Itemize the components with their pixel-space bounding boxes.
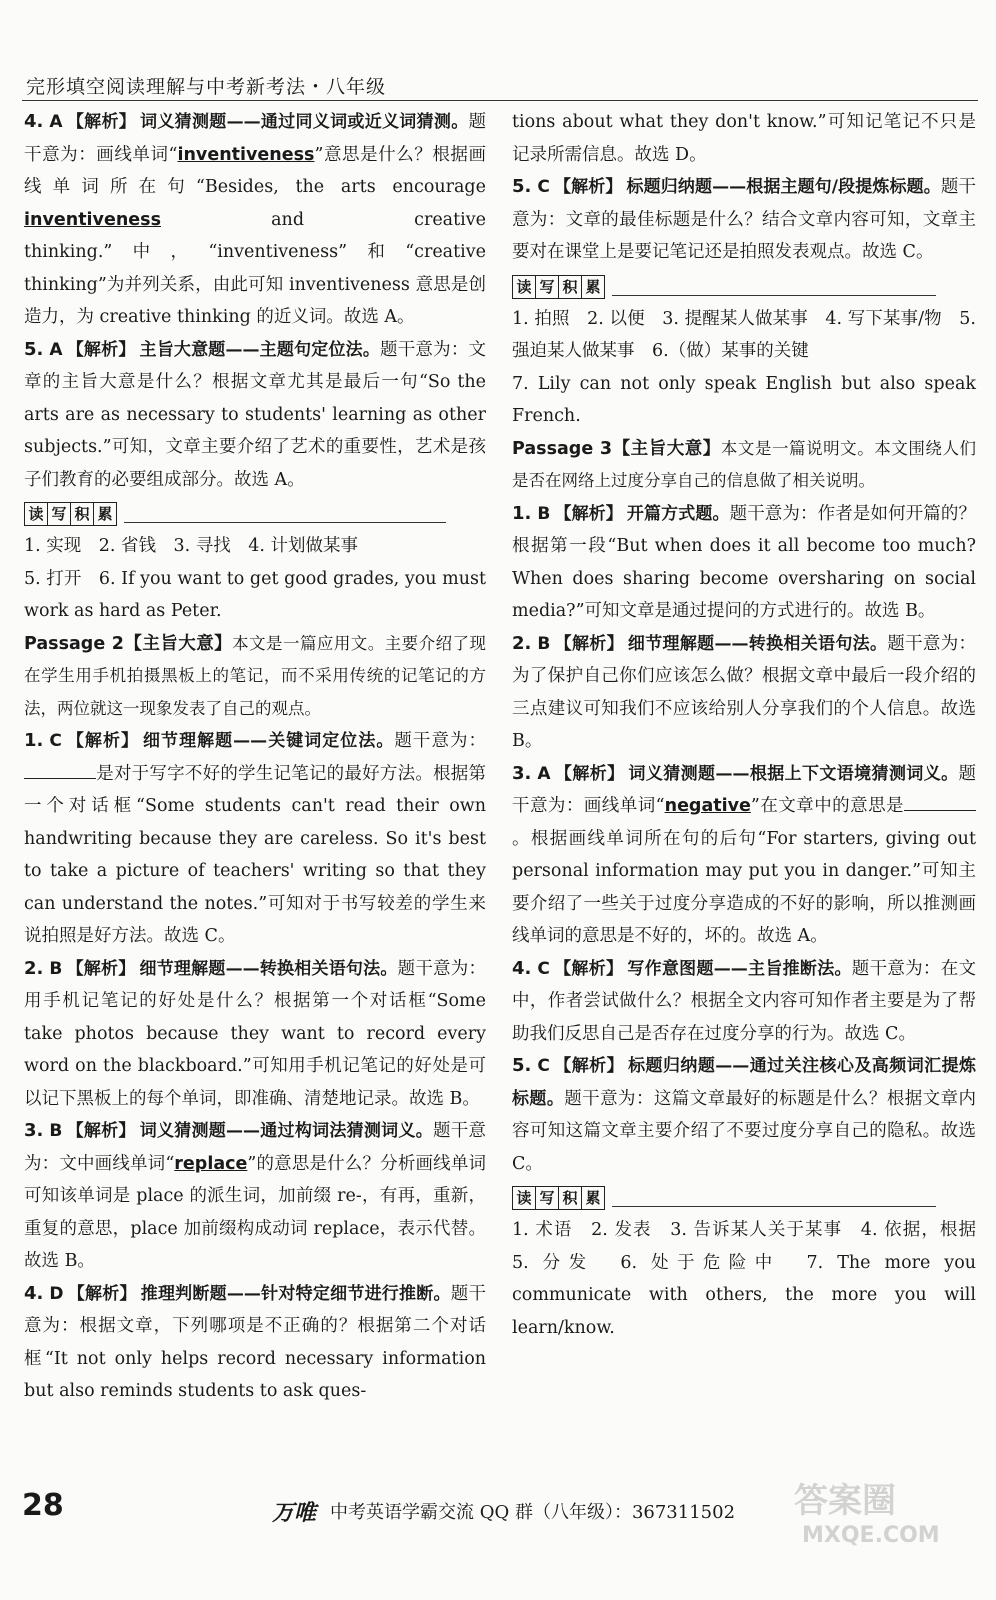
dxjl-char: 积 xyxy=(71,503,94,525)
question-number: 3. xyxy=(512,762,532,784)
analysis-text: 。根据画线单词所在句的后句“For starters, giving out personal information may put you in danger.”可知主要介绍了一些关于过度分享造成的不好的影响，所以推测画线单词的意思是不好的，坏的。故选 A。 xyxy=(512,828,976,946)
dxjl-boxes xyxy=(24,502,117,526)
dxjl-char: 读 xyxy=(513,1187,536,1209)
answer-letter: D xyxy=(49,1283,64,1304)
text-line xyxy=(512,303,976,368)
answer-letter: A xyxy=(49,112,63,132)
analysis-text: 题干意为：为了保护自己你们应该怎么做？根据文章中最后一段介绍的三点建议可知我们不应该给别人分享我们的个人信息。故选 B。 xyxy=(512,633,977,751)
section-heading-dxjl xyxy=(24,498,486,528)
analysis-text: 题干意为：文章的最佳标题是什么？结合文章内容可知，文章主要对在课堂上是要记笔记还是拍照发表观点。故选 C。 xyxy=(512,177,976,262)
answer-letter: C xyxy=(537,958,550,979)
question-number: 1. xyxy=(24,730,44,751)
answer-item xyxy=(24,953,486,1116)
dxjl-rule xyxy=(612,295,936,296)
line-text: 1. 实现 2. 省钱 3. 寻找 4. 计划做某事 xyxy=(24,536,359,556)
analysis-tag: 【解析】 xyxy=(553,1056,625,1076)
question-type: 细节理解题——关键词定位法。 xyxy=(143,731,395,751)
passage-tag: 【主旨大意】 xyxy=(123,633,233,654)
question-number: 4. xyxy=(24,111,44,132)
header-divider xyxy=(22,100,978,101)
analysis-text: 题干意为：画线单词“ xyxy=(512,763,977,816)
answer-letter: C xyxy=(49,731,62,751)
analysis-tag: 【解析】 xyxy=(66,112,137,132)
passage-summary xyxy=(512,433,976,498)
analysis-text: 题干意为：这篇文章最好的标题是什么？根据文章内容可知这篇文章主要介绍了不要过度分享自己的隐私。故选 C。 xyxy=(512,1088,977,1174)
answer-letter: B xyxy=(537,503,551,524)
question-number: 2. xyxy=(512,632,532,654)
dxjl-char: 累 xyxy=(585,1189,601,1207)
analysis-tag: 【解析】 xyxy=(67,1283,137,1304)
answer-item xyxy=(24,334,486,497)
running-header: 完形填空阅读理解与中考新考法・八年级 xyxy=(26,76,387,98)
question-type: 词义猜测题——通过同义词或近义词猜测。 xyxy=(140,112,469,132)
publisher-logo: 万唯 xyxy=(272,1501,317,1526)
answer-item xyxy=(512,498,976,628)
question-type: 标题归纳题——根据主题句/段提炼标题。 xyxy=(626,177,941,197)
dxjl-char: 写 xyxy=(536,276,559,298)
analysis-tag: 【解析】 xyxy=(554,633,624,654)
question-number: 5. xyxy=(24,338,44,360)
underlined-word: replace xyxy=(174,1153,248,1174)
line-text: 5. 打开 6. If you want to get good grades, you must work as hard as Peter. xyxy=(24,568,486,621)
analysis-text: 题干意为：画线单词“ xyxy=(24,112,487,165)
answer-letter: B xyxy=(537,633,551,654)
question-type: 细节理解题——转换相关语句法。 xyxy=(139,958,398,979)
passage-tag: 【主旨大意】 xyxy=(612,438,721,459)
section-heading-dxjl xyxy=(512,1182,976,1212)
answer-blank xyxy=(904,792,976,811)
watermark-line2: MXQE.COM xyxy=(802,1523,940,1548)
analysis-tag: 【解析】 xyxy=(65,731,140,751)
question-number: 2. xyxy=(24,957,44,979)
passage-text: 本文是一篇应用文。主要介绍了现在学生用手机拍摄黑板上的笔记，而不采用传统的记笔记的方法，两位就这一现象发表了自己的观点。 xyxy=(24,633,486,718)
passage-summary xyxy=(24,628,486,726)
text-line xyxy=(512,106,976,171)
dxjl-boxes xyxy=(512,275,605,299)
analysis-text: and creative thinking.”中，“inventiveness”和“creative thinking”为并列关系，由此可知 inventiveness 意思是创造力，为 creative thinking 的近义词。故选 A。 xyxy=(24,209,486,327)
answer-item xyxy=(24,1115,486,1278)
answer-item xyxy=(24,725,486,953)
analysis-tag: 【解析】 xyxy=(66,339,136,360)
question-type: 推理判断题——针对特定细节进行推断。 xyxy=(140,1283,451,1304)
question-type: 开篇方式题。 xyxy=(626,503,730,524)
right-column xyxy=(512,106,994,1344)
answer-letter: C xyxy=(537,1056,550,1076)
left-column xyxy=(24,106,486,1408)
question-type: 词义猜测题——通过构词法猜测词义。 xyxy=(139,1121,433,1141)
analysis-text: ”的意思是什么？分析画线单词可知该单词是 place 的派生词，加前缀 re-，有再，重新，重复的意思，place 加前缀构成动词 replace，表示代替。故选 B。 xyxy=(24,1153,486,1271)
answer-item xyxy=(512,628,976,758)
section-heading-dxjl xyxy=(512,271,976,301)
question-type: 主旨大意题——主题句定位法。 xyxy=(139,339,381,360)
analysis-text: 题干意为： xyxy=(394,731,487,751)
analysis-tag: 【解析】 xyxy=(66,1121,136,1141)
watermark-logo xyxy=(784,1470,964,1550)
answer-item xyxy=(512,953,976,1051)
dxjl-boxes xyxy=(512,1186,605,1210)
question-number: 1. xyxy=(512,502,532,524)
answer-item xyxy=(512,171,976,269)
passage-text: 本文是一篇说明文。本文围绕人们是否在网络上过度分享自己的信息做了相关说明。 xyxy=(512,438,977,490)
answer-item xyxy=(24,1278,486,1408)
question-type: 细节理解题——转换相关语句法。 xyxy=(627,633,888,654)
page-number: 28 xyxy=(22,1488,64,1523)
question-type: 写作意图题——主旨推断法。 xyxy=(627,958,852,979)
line-text: 7. Lily can not only speak English but also speak French. xyxy=(512,373,976,426)
dxjl-rule xyxy=(612,1206,936,1207)
question-number: 3. xyxy=(24,1120,44,1141)
text-line xyxy=(24,563,486,628)
line-text: 1. 术语 2. 发表 3. 告诉某人关于某事 4. 依据，根据 5. 分发 6. 处于危险中 7. The more you communicate with others, the more you will learn/know. xyxy=(512,1220,994,1338)
text-line xyxy=(24,530,486,563)
question-number: 5. xyxy=(512,1055,532,1076)
answer-letter: C xyxy=(537,177,550,197)
dxjl-rule xyxy=(124,522,446,523)
passage-label: Passage 3 xyxy=(512,438,613,459)
analysis-tag: 【解析】 xyxy=(554,763,625,784)
analysis-text: ”在文章中的意思是 xyxy=(750,796,904,816)
question-number: 5. xyxy=(512,176,532,197)
answer-letter: B xyxy=(49,1121,63,1141)
analysis-text: 题干意为：根据文章，下列哪项是不正确的？根据第二个对话框“It not only helps record necessary information but also reminds students to ask ques- xyxy=(24,1283,487,1401)
analysis-tag: 【解析】 xyxy=(554,503,623,524)
analysis-tag: 【解析】 xyxy=(553,958,624,979)
analysis-text: 题干意为：作者是如何开篇的？根据第一段“But when does it all become too much? When does sharing become oversharing on social media?”可知文章是通过提问的方式进行的。故选 B。 xyxy=(512,503,977,621)
dxjl-char: 写 xyxy=(536,1187,559,1209)
line-text: 1. 拍照 2. 以便 3. 提醒某人做某事 4. 写下某事/物 5. 强迫某人做某事 6.（做）某事的关键 xyxy=(512,308,976,361)
answer-item xyxy=(512,1050,976,1180)
answer-blank xyxy=(24,760,96,779)
analysis-text: 题干意为：在文中，作者尝试做什么？根据全文内容可知作者主要是为了帮助我们反思自己是否存在过度分享的行为。故选 C。 xyxy=(512,958,977,1044)
answer-letter: A xyxy=(537,763,551,784)
watermark-line1: 答案圈 xyxy=(794,1481,896,1521)
analysis-tag: 【解析】 xyxy=(66,958,136,979)
analysis-text: 题干意为：用手机记笔记的好处是什么？根据第一个对话框“Some take photos because they want to record every word on the blackboard.”可知用手机记笔记的好处是可以记下黑板上的每个单词，即准确、清楚地记录。故选 B。 xyxy=(24,958,487,1109)
analysis-text: 题干意为：文中画线单词“ xyxy=(24,1121,487,1174)
answer-item xyxy=(24,106,486,334)
dxjl-char: 写 xyxy=(48,503,71,525)
footer-qq-group: 中考英语学霸交流 QQ 群（八年级）：367311502 xyxy=(330,1502,736,1523)
analysis-text: 是对于写字不好的学生记笔记的最好方法。根据第一个对话框“Some students can't read their own handwriting because they are careless. So it's best to take a picture of teachers' writing so that they can understand the notes.”可知对于书写较差的学生来说拍照是好方法。故选 C。 xyxy=(24,763,486,946)
underlined-word: inventiveness xyxy=(24,209,161,230)
answer-letter: A xyxy=(49,339,63,360)
dxjl-char: 累 xyxy=(585,277,601,296)
passage-label: Passage 2 xyxy=(24,633,124,654)
dxjl-char: 读 xyxy=(25,503,48,525)
dxjl-char: 积 xyxy=(559,1187,582,1209)
text-line xyxy=(512,368,976,433)
answer-letter: B xyxy=(49,958,63,979)
analysis-text: 题干意为：文章的主旨大意是什么？根据文章尤其是最后一句“So the arts are as necessary to students' learning as other subjects.”可知，文章主要介绍了艺术的重要性，艺术是孩子们教育的必要组成部分。故选 A。 xyxy=(24,339,487,490)
line-text: tions about what they don't know.”可知记笔记不只是记录所需信息。故选 D。 xyxy=(512,112,976,165)
text-line xyxy=(512,1214,994,1344)
dxjl-char: 积 xyxy=(559,276,582,298)
question-type: 词义猜测题——根据上下文语境猜测词义。 xyxy=(628,763,959,784)
analysis-tag: 【解析】 xyxy=(553,177,623,197)
question-number: 4. xyxy=(24,1282,44,1304)
dxjl-char: 累 xyxy=(97,505,113,523)
underlined-word: negative xyxy=(664,796,751,816)
analysis-text: ”意思是什么？根据画线单词所在句“Besides, the arts encourage xyxy=(24,144,486,197)
question-type: 标题归纳题——通过关注核心及高频词汇提炼标题。 xyxy=(512,1056,977,1109)
underlined-word: inventiveness xyxy=(177,144,315,165)
answer-item xyxy=(512,758,976,953)
question-number: 4. xyxy=(512,957,532,979)
dxjl-char: 读 xyxy=(513,276,536,298)
